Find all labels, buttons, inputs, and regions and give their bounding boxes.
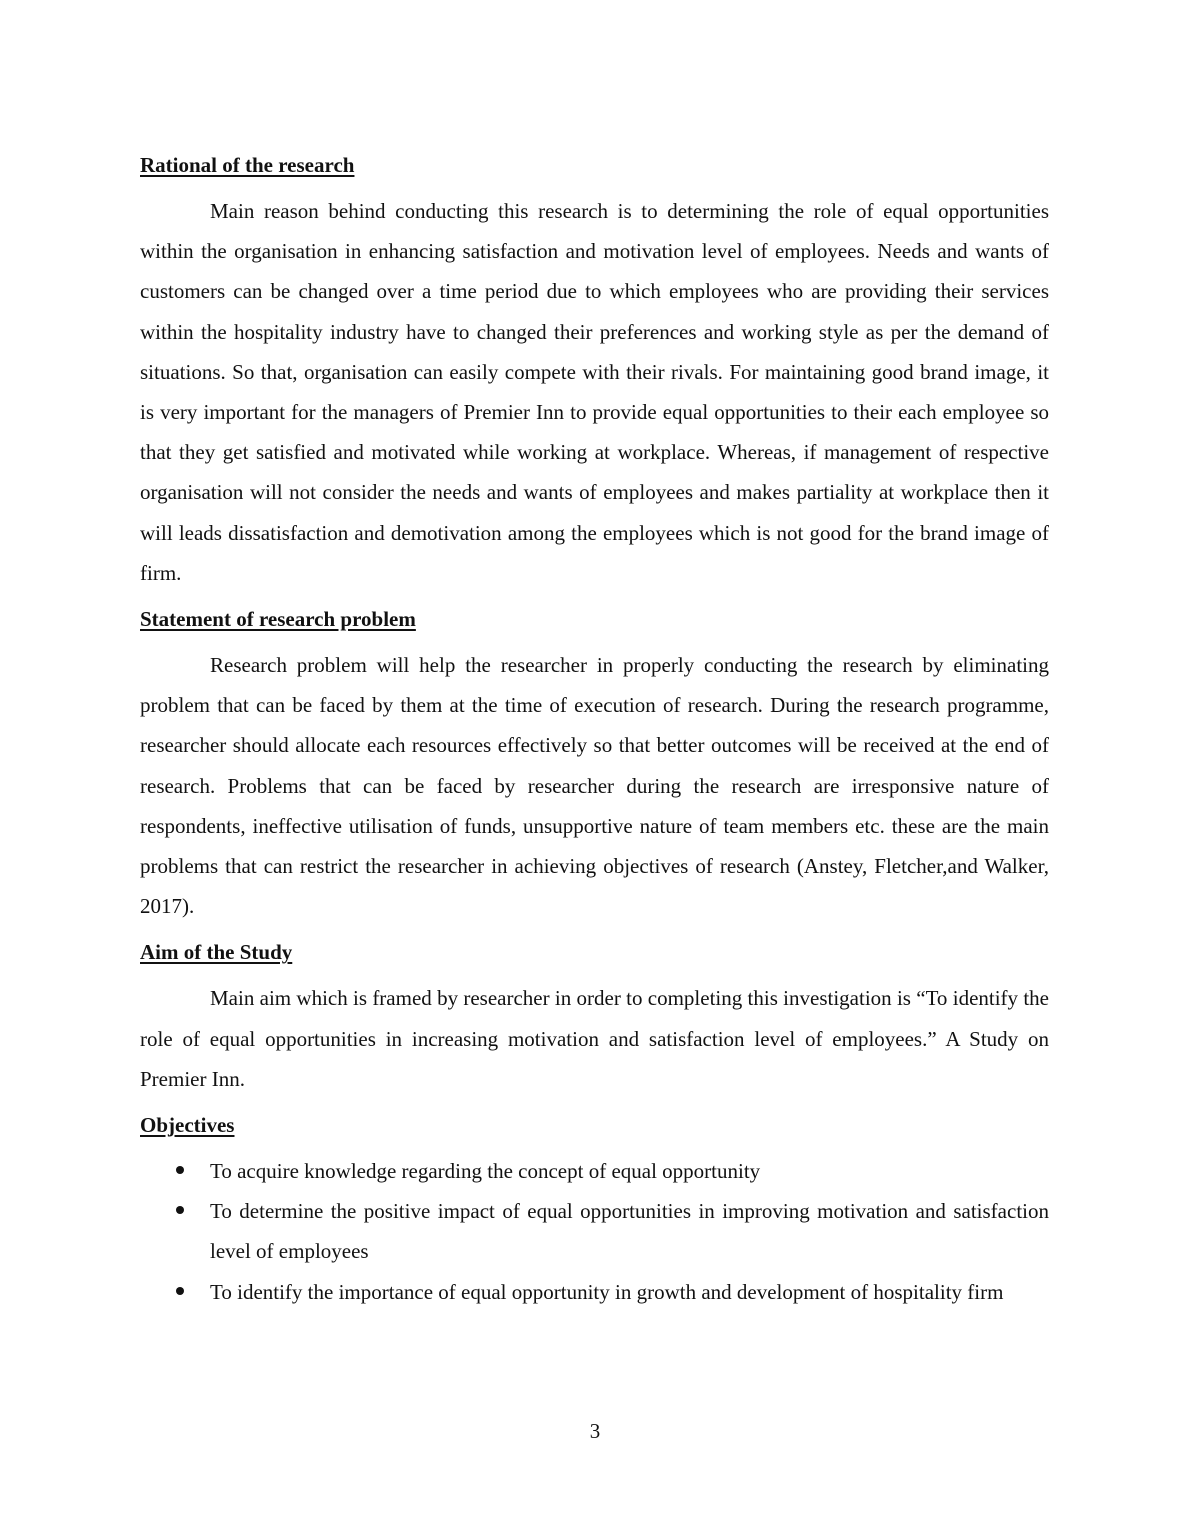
objective-item	[140, 1272, 1049, 1312]
objective-text: To identify the importance of equal opportunity in growth and development of hospitality firm	[210, 1279, 1004, 1304]
section-objectives	[140, 1110, 1049, 1312]
objectives-list	[140, 1151, 1049, 1312]
section-aim	[140, 937, 1049, 1099]
bullet-icon	[176, 1287, 184, 1295]
section-heading-rationale: Rational of the research	[140, 153, 355, 177]
section-rationale	[140, 150, 1049, 593]
section-heading-research-problem: Statement of research problem	[140, 607, 416, 632]
section-heading-objectives: Objectives	[140, 1113, 235, 1138]
objective-item	[140, 1151, 1049, 1191]
bullet-icon	[176, 1206, 184, 1214]
paragraph-rationale: Main reason behind conducting this research is to determining the role of equal opportunities within the organisation in enhancing satisfaction and motivation level of employees. Needs and wants of customers can be changed over a time period due to which employees who are providing their services within the hospitality industry have to changed their preferences and working style as per the demand of situations. So that, organisation can easily compete with their rivals. For maintaining good brand image, it is very important for the managers of Premier Inn to provide equal opportunities to their each employee so that they get satisfied and motivated while working at workplace. Whereas, if management of respective organisation will not consider the needs and wants of employees and makes partiality at workplace then it will leads dissatisfaction and demotivation among the employees which is not good for the brand image of firm.	[140, 199, 1049, 585]
section-research-problem	[140, 604, 1049, 926]
page-number: 3	[589, 1419, 601, 1443]
section-heading-aim: Aim of the Study	[140, 940, 293, 965]
paragraph-aim: Main aim which is framed by researcher in order to completing this investigation is “To identify the role of equal opportunities in increasing motivation and satisfaction level of employees.” A Study on Premier Inn.	[140, 986, 1049, 1091]
objective-text: To acquire knowledge regarding the concept of equal opportunity	[210, 1159, 761, 1184]
bullet-icon	[176, 1166, 184, 1174]
objective-text: To determine the positive impact of equal opportunities in improving motivation and satisfaction level of employees	[210, 1199, 1049, 1264]
paragraph-research-problem: Research problem will help the researcher in properly conducting the research by eliminating problem that can be faced by them at the time of execution of research. During the research programme, researcher should allocate each resources effectively so that better outcomes will be received at the end of research. Problems that can be faced by researcher during the research are irresponsive nature of respondents, ineffective utilisation of funds, unsupportive nature of team members etc. these are the main problems that can restrict the researcher in achieving objectives of research (Anstey, Fletcher,and Walker, 2017).	[140, 653, 1049, 919]
objective-item	[140, 1191, 1049, 1271]
document-page-body	[140, 150, 1049, 1312]
